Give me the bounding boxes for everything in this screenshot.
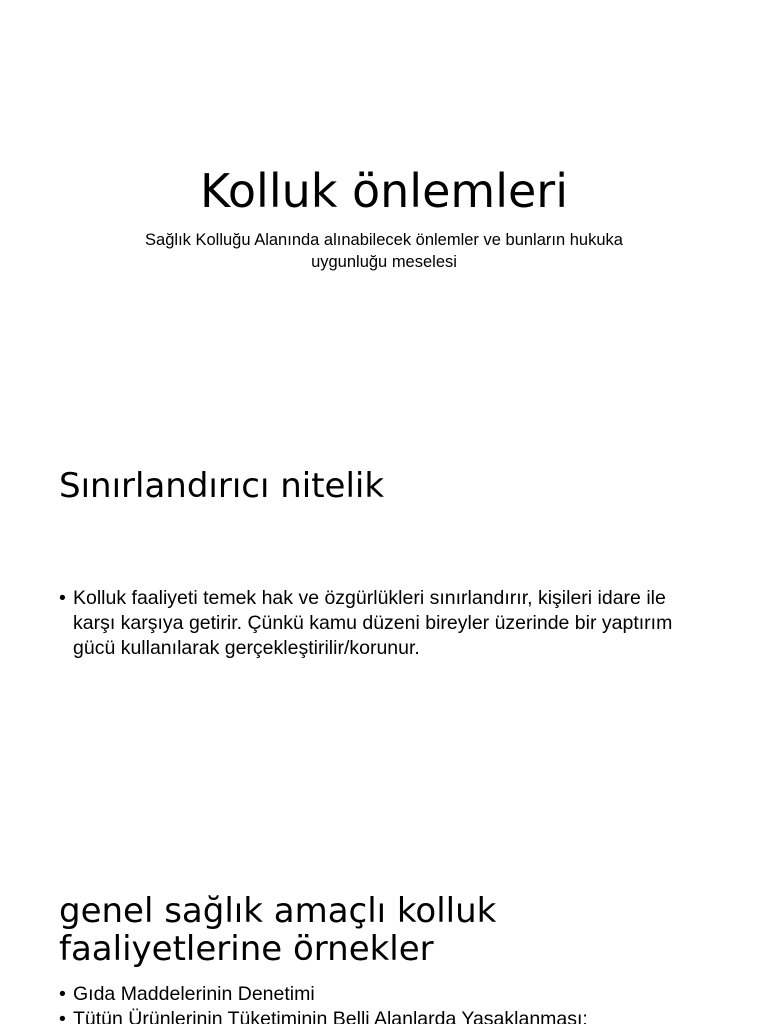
slide-heading: Sınırlandırıcı nitelik (59, 466, 385, 506)
list-item (59, 982, 719, 1007)
bullet-dot-icon: • (59, 1008, 66, 1024)
slide-examples (0, 864, 768, 1024)
bullet-list (59, 586, 709, 661)
bullet-dot-icon: • (59, 587, 66, 609)
slide-title (0, 0, 768, 432)
slide-heading: genel sağlık amaçlı kolluk faaliyetlerine örnekler (59, 891, 497, 969)
list-item-text: Kolluk faaliyeti temek hak ve özgürlükleri sınırlandırır, kişileri idare ile karşı karşıya getirir. Çünkü kamu düzeni bireyler üzerinde bir yaptırım gücü kullanılarak gerçekleştirilir/korunur. (73, 587, 673, 659)
bullet-dot-icon: • (59, 983, 66, 1005)
list-item (59, 586, 709, 661)
slide-title-heading: Kolluk önlemleri (200, 164, 568, 218)
list-item (59, 1007, 719, 1024)
slide-subtitle: Sağlık Kolluğu Alanında alınabilecek önlemler ve bunların hukuka uygunluğu meselesi (145, 231, 623, 271)
bullet-list (59, 982, 719, 1024)
list-item-text: Tütün Ürünlerinin Tüketiminin Belli Alanlarda Yasaklanması: (73, 1008, 588, 1024)
list-item-text: Gıda Maddelerinin Denetimi (73, 983, 315, 1005)
slide-restrictive-nature (0, 432, 768, 864)
